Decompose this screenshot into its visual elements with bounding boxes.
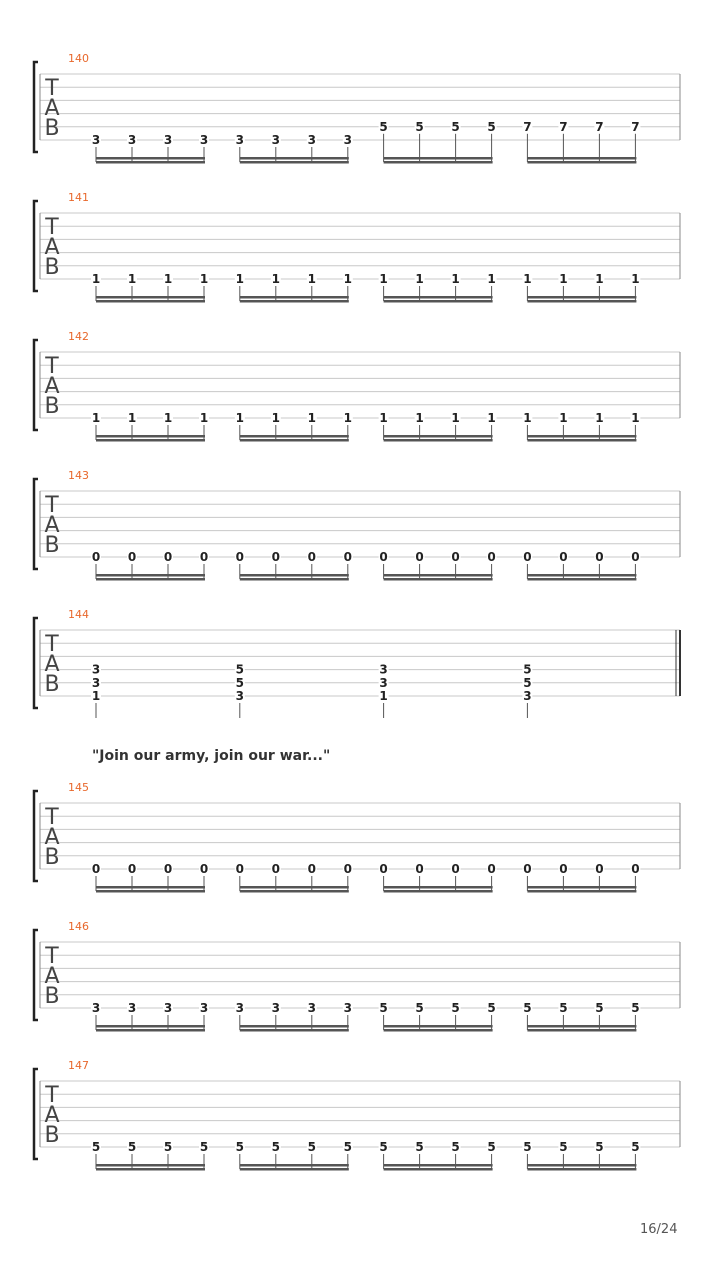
fret-number: 0 (343, 550, 352, 564)
fret-number: 5 (595, 1001, 604, 1015)
beam-upper (384, 1164, 493, 1167)
fret-number: 1 (127, 411, 137, 425)
fret-number: 3 (343, 1001, 352, 1015)
fret-number: 5 (523, 662, 532, 677)
fret-number: 5 (523, 675, 532, 690)
beam-upper (96, 1164, 205, 1167)
fret-number: 1 (91, 272, 101, 286)
fret-number: 3 (91, 1001, 101, 1015)
beam-lower (384, 578, 493, 581)
beam-upper (240, 1164, 349, 1167)
fret-number: 5 (595, 1140, 604, 1154)
beam-lower (96, 439, 205, 442)
fret-number: 0 (523, 862, 532, 876)
tab-system-142 (34, 330, 680, 442)
fret-number: 0 (631, 862, 640, 876)
tab-clef-letter: A (44, 513, 60, 538)
beam-upper (240, 157, 349, 160)
beam-lower (384, 300, 493, 303)
fret-number: 0 (271, 862, 280, 876)
fret-number: 3 (163, 1001, 173, 1015)
fret-number: 0 (235, 550, 244, 564)
fret-number: 0 (127, 550, 137, 564)
fret-number: 7 (631, 119, 640, 134)
tab-clef-letter: T (45, 354, 59, 379)
measure-number: 142 (68, 330, 89, 343)
tab-clef-letter: A (44, 96, 60, 121)
beam-lower (240, 300, 349, 303)
fret-number: 1 (415, 411, 424, 425)
beam-upper (527, 296, 636, 299)
tab-clef-letter: B (44, 116, 60, 141)
beam-upper (527, 886, 636, 889)
beam-upper (96, 296, 205, 299)
fret-number: 3 (235, 689, 244, 703)
fret-number: 3 (91, 662, 101, 677)
fret-number: 0 (487, 550, 496, 564)
staff-bracket (34, 201, 38, 291)
fret-number: 5 (559, 1001, 568, 1015)
beam-upper (96, 886, 205, 889)
beam-upper (96, 574, 205, 577)
fret-number: 1 (559, 411, 568, 425)
staff-bracket (34, 479, 38, 569)
fret-number: 1 (415, 272, 424, 286)
fret-number: 5 (91, 1140, 101, 1154)
beam-upper (384, 435, 493, 438)
fret-number: 1 (559, 272, 568, 286)
fret-number: 5 (415, 1001, 424, 1015)
fret-number: 3 (235, 1001, 244, 1015)
fret-number: 0 (523, 550, 532, 564)
staff-bracket (34, 618, 38, 708)
fret-number: 0 (451, 550, 460, 564)
beam-lower (240, 439, 349, 442)
staff-bracket (34, 1069, 38, 1159)
tab-clef-letter: B (44, 984, 60, 1009)
fret-number: 1 (343, 411, 352, 425)
fret-number: 5 (343, 1140, 352, 1154)
fret-number: 0 (595, 862, 604, 876)
fret-number: 1 (271, 272, 280, 286)
fret-number: 0 (415, 550, 424, 564)
tab-clef-letter: B (44, 672, 60, 697)
beam-lower (240, 578, 349, 581)
fret-number: 0 (307, 550, 316, 564)
tab-system-140 (34, 52, 680, 164)
fret-number: 3 (379, 662, 388, 677)
fret-number: 0 (343, 862, 352, 876)
beam-lower (240, 161, 349, 164)
tab-system-144 (34, 608, 680, 718)
staff-bracket (34, 791, 38, 881)
fret-number: 1 (163, 411, 173, 425)
fret-number: 1 (343, 272, 352, 286)
beam-upper (527, 435, 636, 438)
fret-number: 3 (343, 133, 352, 147)
fret-number: 5 (271, 1140, 280, 1154)
tab-clef-letter: T (45, 944, 59, 969)
fret-number: 5 (379, 119, 388, 134)
fret-number: 3 (199, 133, 209, 147)
fret-number: 1 (307, 411, 316, 425)
fret-number: 1 (379, 272, 388, 286)
fret-number: 0 (91, 862, 101, 876)
beam-upper (240, 296, 349, 299)
fret-number: 3 (127, 133, 137, 147)
tab-system-146 (34, 920, 680, 1032)
beam-upper (527, 1164, 636, 1167)
fret-number: 0 (91, 550, 101, 564)
fret-number: 1 (199, 411, 209, 425)
tab-clef-letter: B (44, 1123, 60, 1148)
fret-number: 0 (559, 862, 568, 876)
tab-clef-letter: T (45, 805, 59, 830)
fret-number: 1 (127, 272, 137, 286)
measure-number: 140 (68, 52, 89, 65)
fret-number: 5 (487, 119, 496, 134)
fret-number: 3 (127, 1001, 137, 1015)
fret-number: 3 (163, 133, 173, 147)
tab-clef-letter: A (44, 235, 60, 260)
beam-lower (96, 161, 205, 164)
tab-system-145 (34, 781, 680, 893)
beam-lower (384, 890, 493, 893)
measure-number: 143 (68, 469, 89, 482)
fret-number: 0 (307, 862, 316, 876)
fret-number: 3 (271, 1001, 280, 1015)
fret-number: 0 (199, 862, 209, 876)
beam-lower (96, 300, 205, 303)
fret-number: 1 (451, 272, 460, 286)
fret-number: 0 (235, 862, 244, 876)
beam-upper (527, 157, 636, 160)
tab-clef-letter: T (45, 76, 59, 101)
fret-number: 5 (199, 1140, 209, 1154)
beam-lower (527, 300, 636, 303)
fret-number: 1 (631, 411, 640, 425)
tab-system-147 (34, 1059, 680, 1171)
beam-lower (384, 1029, 493, 1032)
fret-number: 5 (127, 1140, 137, 1154)
fret-number: 1 (235, 411, 244, 425)
beam-upper (384, 886, 493, 889)
fret-number: 5 (523, 1140, 532, 1154)
fret-number: 7 (523, 119, 532, 134)
fret-number: 3 (91, 675, 101, 690)
fret-number: 0 (127, 862, 137, 876)
fret-number: 1 (487, 411, 496, 425)
fret-number: 0 (379, 550, 388, 564)
fret-number: 5 (487, 1140, 496, 1154)
tab-clef-letter: A (44, 825, 60, 850)
fret-number: 5 (235, 662, 244, 677)
beam-lower (96, 1029, 205, 1032)
fret-number: 1 (91, 689, 101, 703)
fret-number: 1 (199, 272, 209, 286)
tab-clef-letter: T (45, 493, 59, 518)
beam-upper (240, 574, 349, 577)
fret-number: 1 (163, 272, 173, 286)
beam-lower (527, 890, 636, 893)
beam-upper (240, 886, 349, 889)
beam-upper (384, 296, 493, 299)
fret-number: 1 (271, 411, 280, 425)
beam-lower (527, 1029, 636, 1032)
tab-clef-letter: A (44, 1103, 60, 1128)
fret-number: 5 (415, 119, 424, 134)
fret-number: 1 (379, 411, 388, 425)
fret-number: 1 (631, 272, 640, 286)
beam-lower (384, 161, 493, 164)
fret-number: 1 (379, 689, 388, 703)
tab-clef-letter: B (44, 394, 60, 419)
fret-number: 3 (235, 133, 244, 147)
fret-number: 0 (631, 550, 640, 564)
beam-lower (240, 890, 349, 893)
fret-number: 5 (307, 1140, 316, 1154)
beam-lower (527, 439, 636, 442)
fret-number: 5 (451, 119, 460, 134)
fret-number: 5 (451, 1001, 460, 1015)
tab-clef-letter: T (45, 215, 59, 240)
fret-number: 1 (595, 411, 604, 425)
fret-number: 0 (271, 550, 280, 564)
fret-number: 1 (487, 272, 496, 286)
beam-upper (527, 1025, 636, 1028)
fret-number: 3 (91, 133, 101, 147)
fret-number: 5 (163, 1140, 173, 1154)
fret-number: 1 (307, 272, 316, 286)
fret-number: 5 (631, 1140, 640, 1154)
tab-clef-letter: A (44, 652, 60, 677)
fret-number: 5 (523, 1001, 532, 1015)
beam-upper (96, 435, 205, 438)
staff-bracket (34, 930, 38, 1020)
measure-number: 147 (68, 1059, 89, 1072)
measure-number: 144 (68, 608, 89, 621)
fret-number: 0 (595, 550, 604, 564)
fret-number: 5 (235, 675, 244, 690)
tab-clef-letter: A (44, 374, 60, 399)
fret-number: 5 (451, 1140, 460, 1154)
fret-number: 5 (559, 1140, 568, 1154)
page-number: 16/24 (640, 1222, 678, 1237)
beam-lower (527, 161, 636, 164)
tab-clef-letter: T (45, 632, 59, 657)
fret-number: 0 (415, 862, 424, 876)
fret-number: 1 (523, 411, 532, 425)
fret-number: 0 (163, 550, 173, 564)
beam-lower (96, 1168, 205, 1171)
fret-number: 3 (379, 675, 388, 690)
fret-number: 3 (307, 133, 316, 147)
beam-lower (527, 578, 636, 581)
fret-number: 0 (487, 862, 496, 876)
measure-number: 141 (68, 191, 89, 204)
fret-number: 7 (595, 119, 604, 134)
fret-number: 0 (163, 862, 173, 876)
tab-system-141 (34, 191, 680, 303)
fret-number: 0 (559, 550, 568, 564)
tab-clef-letter: B (44, 533, 60, 558)
beam-lower (384, 1168, 493, 1171)
beam-upper (384, 574, 493, 577)
fret-number: 7 (559, 119, 568, 134)
tab-clef-letter: B (44, 845, 60, 870)
staff-bracket (34, 62, 38, 152)
staff-bracket (34, 340, 38, 430)
fret-number: 1 (595, 272, 604, 286)
fret-number: 5 (379, 1001, 388, 1015)
beam-upper (96, 1025, 205, 1028)
measure-number: 146 (68, 920, 89, 933)
fret-number: 5 (235, 1140, 244, 1154)
beam-lower (384, 439, 493, 442)
beam-lower (527, 1168, 636, 1171)
tab-clef-letter: B (44, 255, 60, 280)
fret-number: 1 (451, 411, 460, 425)
beam-lower (96, 890, 205, 893)
tab-clef-letter: A (44, 964, 60, 989)
fret-number: 3 (271, 133, 280, 147)
fret-number: 1 (91, 411, 101, 425)
beam-lower (240, 1029, 349, 1032)
beam-lower (240, 1168, 349, 1171)
beam-upper (240, 435, 349, 438)
fret-number: 0 (379, 862, 388, 876)
beam-upper (240, 1025, 349, 1028)
beam-lower (96, 578, 205, 581)
fret-number: 5 (415, 1140, 424, 1154)
beam-upper (527, 574, 636, 577)
fret-number: 3 (199, 1001, 209, 1015)
fret-number: 3 (523, 689, 532, 703)
fret-number: 0 (199, 550, 209, 564)
fret-number: 5 (631, 1001, 640, 1015)
measure-number: 145 (68, 781, 89, 794)
beam-upper (384, 1025, 493, 1028)
fret-number: 5 (379, 1140, 388, 1154)
lyric-text: "Join our army, join our war..." (92, 748, 331, 764)
fret-number: 1 (235, 272, 244, 286)
tab-clef-letter: T (45, 1083, 59, 1108)
beam-upper (384, 157, 493, 160)
fret-number: 1 (523, 272, 532, 286)
tab-system-143 (34, 469, 680, 581)
fret-number: 3 (307, 1001, 316, 1015)
fret-number: 0 (451, 862, 460, 876)
beam-upper (96, 157, 205, 160)
fret-number: 5 (487, 1001, 496, 1015)
